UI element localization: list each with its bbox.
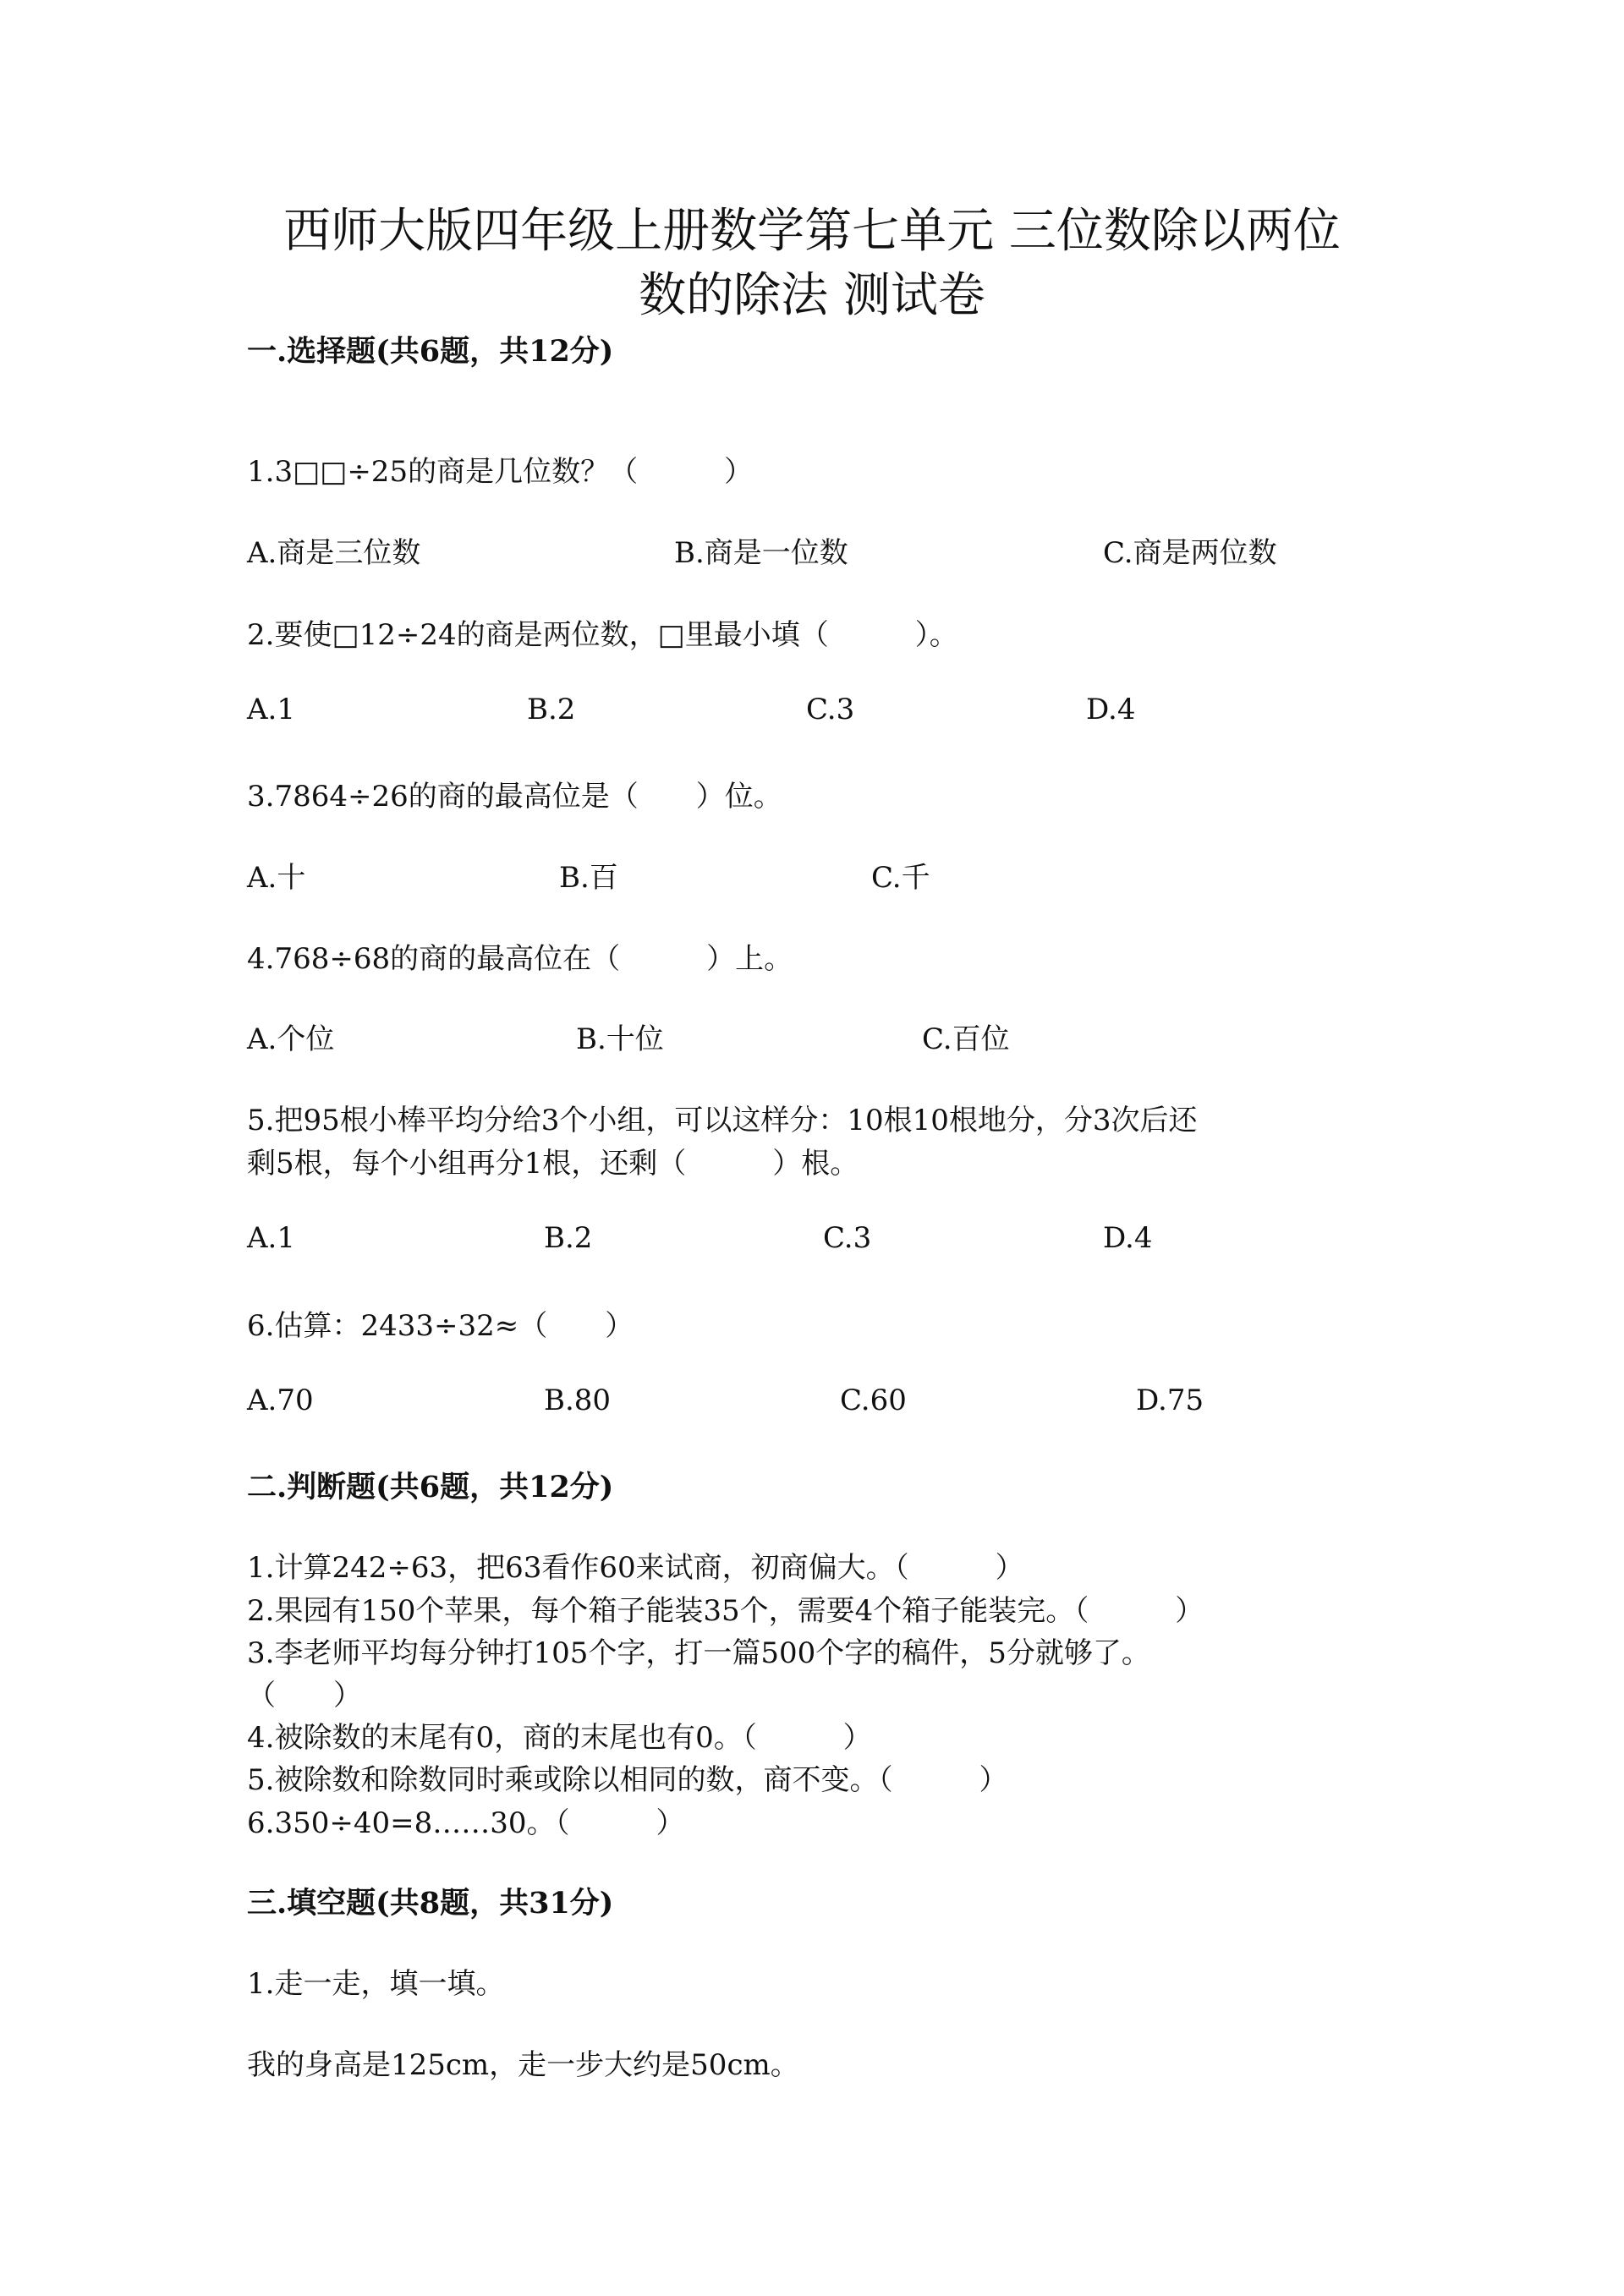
question-1-option-c[interactable]: C.商是两位数 [1103, 536, 1277, 570]
question-4-option-b[interactable]: B.十位 [576, 1022, 664, 1056]
question-5-stem-line1: 5.把95根小棒平均分给3个小组，可以这样分：10根10根地分，分3次后还 [247, 1104, 1198, 1137]
question-6-option-b[interactable]: B.80 [544, 1384, 612, 1417]
question-3-option-c[interactable]: C.千 [871, 861, 930, 895]
fill-item-1-text: 我的身高是125cm，走一步大约是50cm。 [247, 2048, 799, 2082]
question-2-option-c[interactable]: C.3 [806, 693, 855, 726]
question-4-option-a[interactable]: A.个位 [247, 1022, 335, 1056]
judge-item-2: 2.果园有150个苹果，每个箱子能装35个，需要4个箱子能装完。（ ） [247, 1594, 1204, 1628]
judge-item-1: 1.计算242÷63，把63看作60来试商，初商偏大。（ ） [247, 1551, 1024, 1585]
judge-item-4: 4.被除数的末尾有0，商的末尾也有0。（ ） [247, 1721, 872, 1755]
section-heading-fill: 三.填空题(共8题，共31分) [247, 1886, 614, 1921]
question-6-option-c[interactable]: C.60 [840, 1384, 907, 1417]
question-3-stem: 3.7864÷26的商的最高位是（ ）位。 [247, 780, 782, 814]
question-1-option-b[interactable]: B.商是一位数 [674, 536, 848, 570]
section-heading-choice: 一.选择题(共6题，共12分) [247, 334, 614, 369]
question-6-stem: 6.估算：2433÷32≈（ ） [247, 1309, 634, 1343]
question-6-option-d[interactable]: D.75 [1136, 1384, 1204, 1417]
question-3-option-a[interactable]: A.十 [247, 861, 306, 895]
question-1-stem: 1.3□□÷25的商是几位数？（ ） [247, 455, 754, 489]
question-5-option-a[interactable]: A.1 [247, 1221, 295, 1255]
judge-item-6: 6.350÷40=8……30。（ ） [247, 1806, 685, 1840]
judge-item-5: 5.被除数和除数同时乘或除以相同的数，商不变。（ ） [247, 1763, 1008, 1797]
fill-item-1: 1.走一走，填一填。 [247, 1967, 505, 2001]
judge-item-3-bracket: （ ） [247, 1679, 362, 1712]
page-title-line2: 数的除法 测试卷 [639, 268, 985, 323]
section-heading-judge: 二.判断题(共6题，共12分) [247, 1470, 614, 1504]
judge-item-3: 3.李老师平均每分钟打105个字，打一篇500个字的稿件，5分就够了。 [247, 1636, 1150, 1670]
question-4-option-c[interactable]: C.百位 [922, 1022, 1010, 1056]
question-5-option-d[interactable]: D.4 [1103, 1221, 1153, 1255]
question-5-option-c[interactable]: C.3 [823, 1221, 872, 1255]
question-3-option-b[interactable]: B.百 [559, 861, 618, 895]
question-5-stem-line2: 剩5根，每个小组再分1根，还剩（ ）根。 [247, 1147, 859, 1181]
question-2-option-b[interactable]: B.2 [527, 693, 576, 726]
question-1-option-a[interactable]: A.商是三位数 [247, 536, 421, 570]
question-6-option-a[interactable]: A.70 [247, 1384, 314, 1417]
page-title-line1: 西师大版四年级上册数学第七单元 三位数除以两位 [283, 204, 1341, 259]
question-2-option-a[interactable]: A.1 [247, 693, 295, 726]
question-5-option-b[interactable]: B.2 [544, 1221, 593, 1255]
question-2-option-d[interactable]: D.4 [1086, 693, 1136, 726]
question-2-stem: 2.要使□12÷24的商是两位数，□里最小填（ ）。 [247, 618, 958, 652]
question-4-stem: 4.768÷68的商的最高位在（ ）上。 [247, 942, 793, 976]
